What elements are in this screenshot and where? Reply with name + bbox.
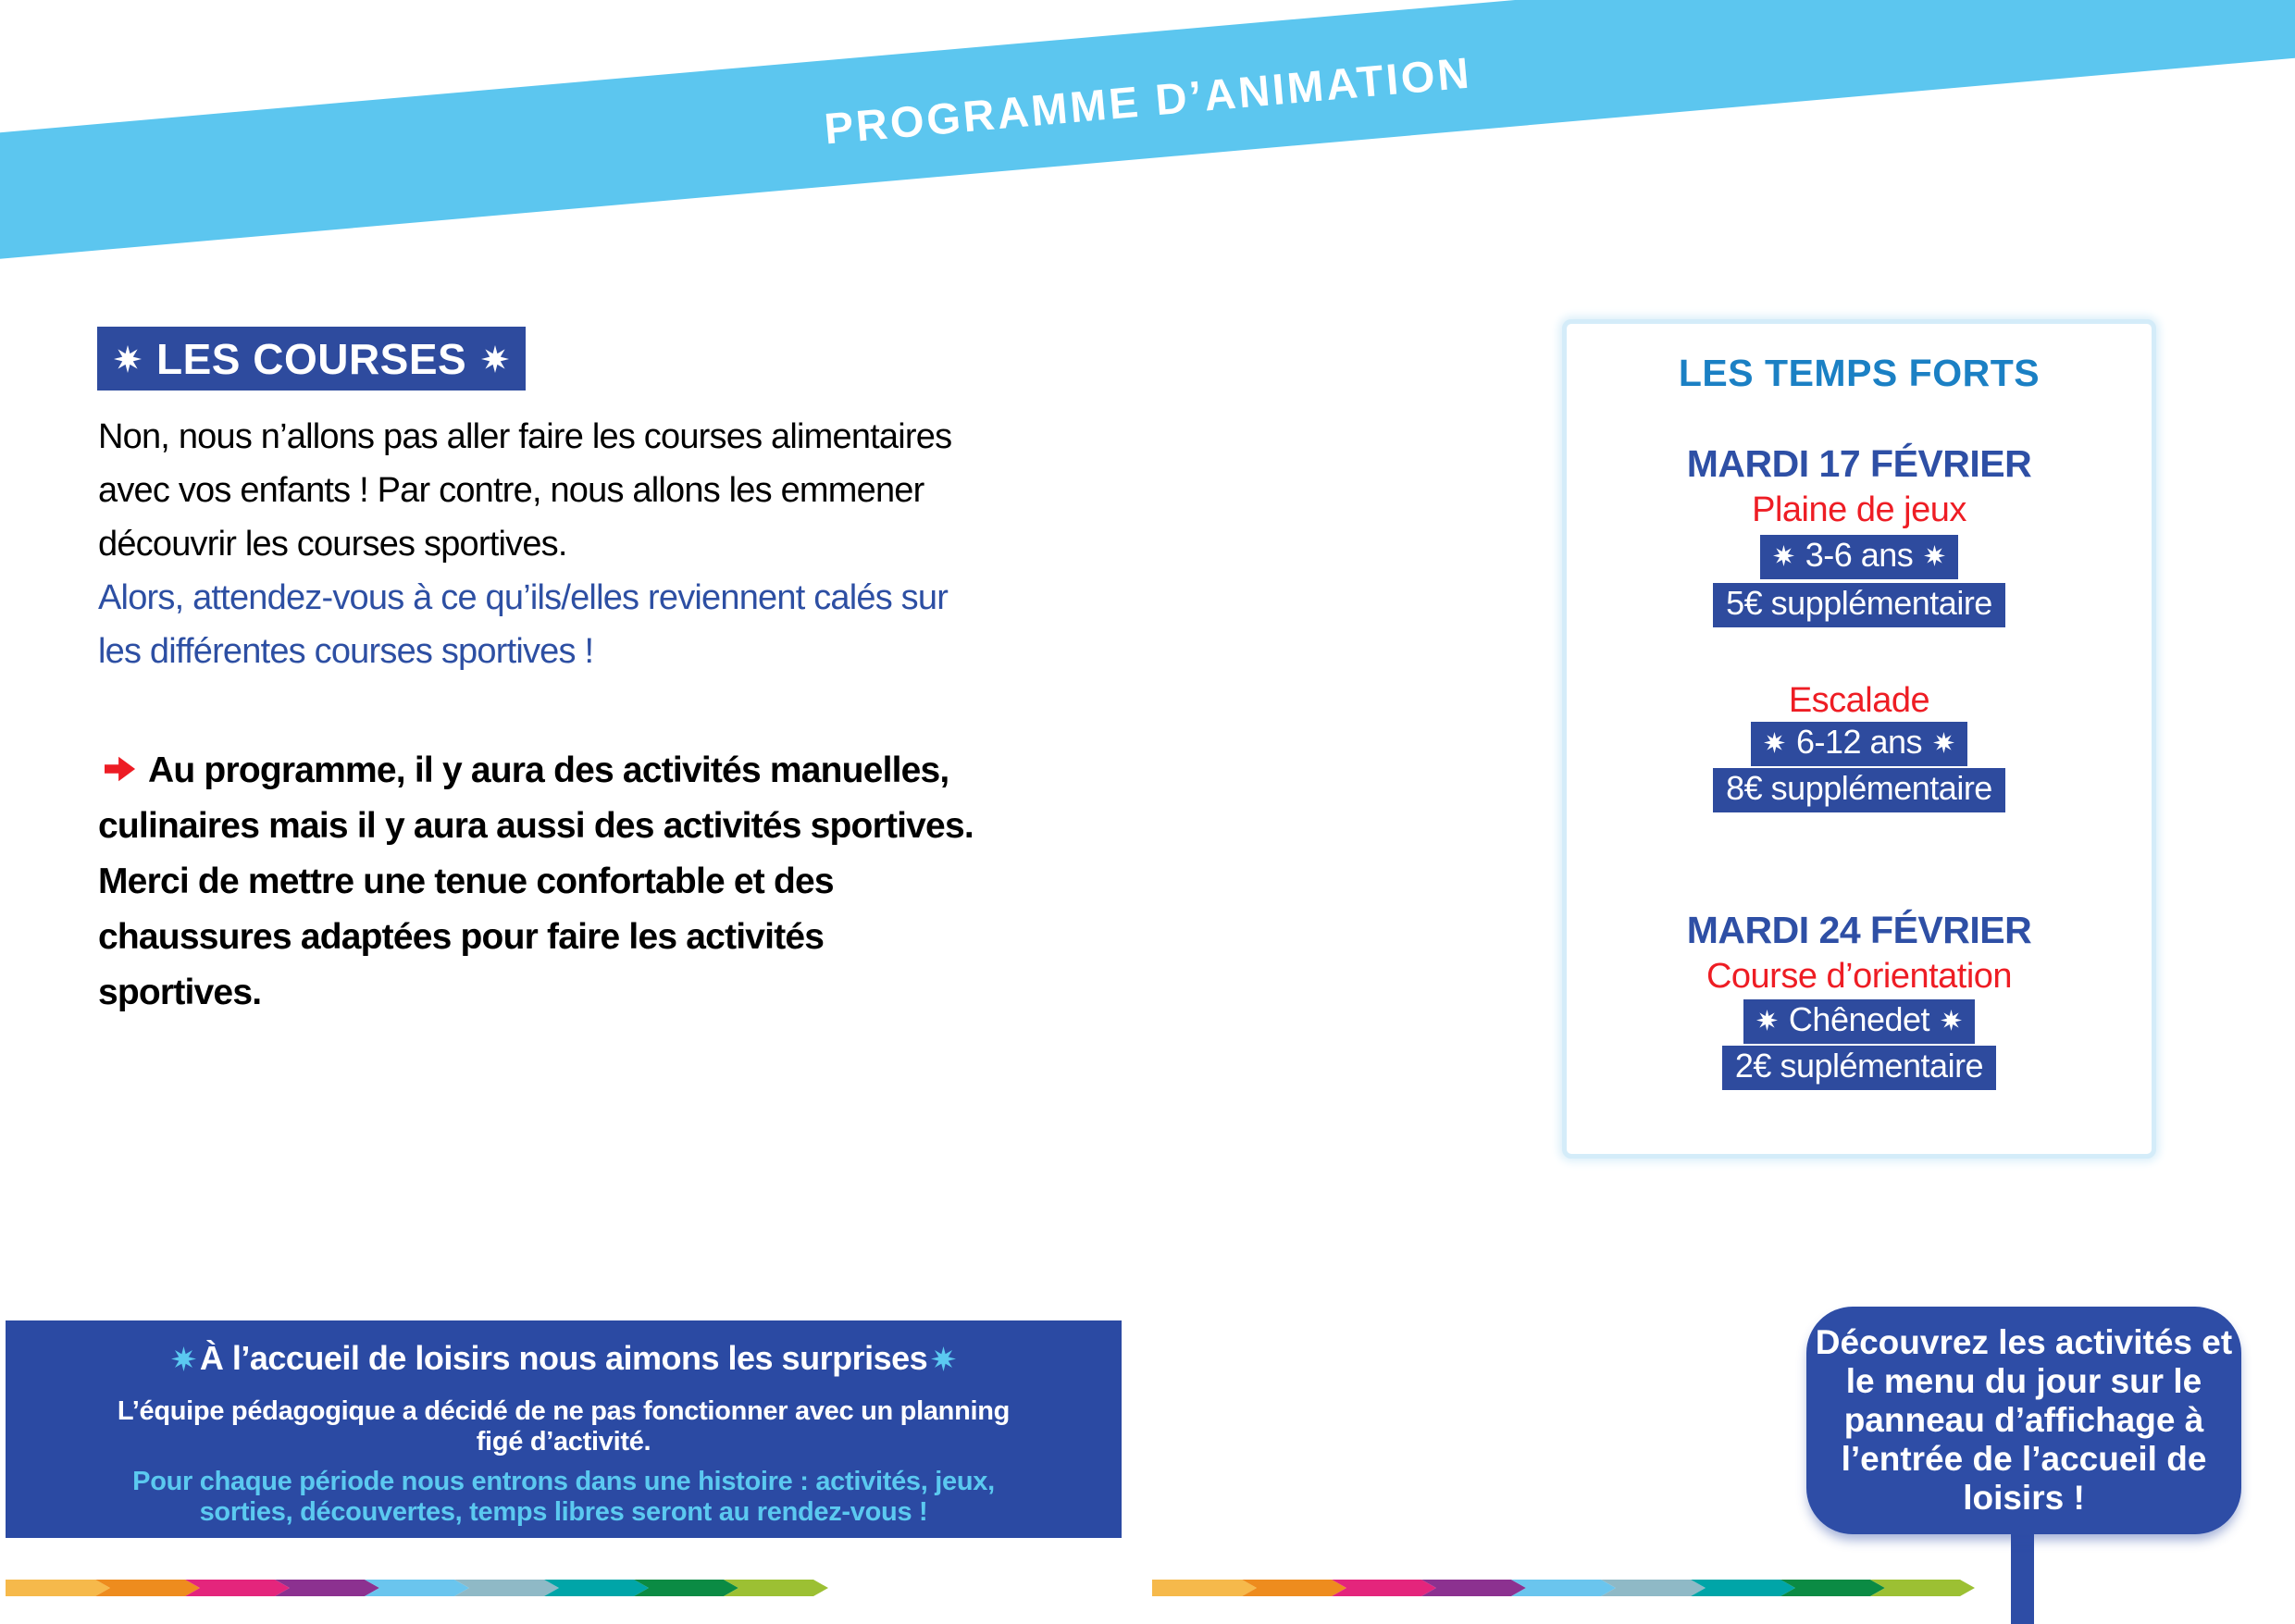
- section-heading-label: LES COURSES: [156, 334, 467, 383]
- chevron-segment: [1511, 1580, 1616, 1596]
- price-highlight: 2€ suplémentaire: [1722, 1046, 1996, 1090]
- star-icon: [1764, 732, 1785, 753]
- chevron-segment: [1152, 1580, 1257, 1596]
- program-line: culinaires mais il y aura aussi des activités sportives.: [98, 806, 974, 846]
- chevron-segment: [1870, 1580, 1975, 1596]
- surprise-text-line: figé d’activité.: [476, 1427, 651, 1457]
- program-line: sportives.: [98, 973, 262, 1012]
- star-icon: [171, 1346, 196, 1371]
- place-highlight: Chênedet: [1743, 999, 1975, 1044]
- event-price-row: [1567, 1046, 2152, 1090]
- chevron-segment: [1601, 1580, 1706, 1596]
- star-icon: [1756, 1010, 1778, 1031]
- sign-line: panneau d’affichage à: [1843, 1401, 2204, 1439]
- sign-line: l’entrée de l’accueil de: [1841, 1440, 2207, 1478]
- page-title: PROGRAMME D’ANIMATION: [822, 46, 1474, 153]
- event-activity: Course d’orientation: [1706, 957, 2013, 996]
- chevron-segment: [634, 1580, 738, 1596]
- event-day: MARDI 24 FÉVRIER: [1686, 909, 2032, 951]
- chevron-segment: [185, 1580, 290, 1596]
- panel-title: LES TEMPS FORTS: [1678, 352, 2041, 394]
- chevron-strip-right: [1152, 1580, 1975, 1596]
- top-banner: [0, 0, 2295, 267]
- sign-line: Découvrez les activités et: [1815, 1323, 2233, 1361]
- star-icon: [1773, 545, 1794, 566]
- chevron-segment: [95, 1580, 200, 1596]
- surprise-title: À l’accueil de loisirs nous aimons les surprises: [6, 1339, 1122, 1378]
- surprise-blue-line: sorties, découvertes, temps libres seront au rendez-vous !: [199, 1497, 928, 1527]
- program-line: chaussures adaptées pour faire les activités: [98, 917, 825, 957]
- event-price-row: [1567, 768, 2152, 812]
- price-highlight: 5€ supplémentaire: [1713, 583, 2005, 627]
- star-icon: [481, 345, 509, 373]
- chevron-segment: [365, 1580, 469, 1596]
- star-icon: [1941, 1010, 1962, 1031]
- surprise-box: [6, 1320, 1122, 1538]
- price-highlight: 8€ supplémentaire: [1713, 768, 2005, 812]
- chevron-segment: [1242, 1580, 1346, 1596]
- event-day: MARDI 17 FÉVRIER: [1686, 442, 2032, 485]
- chevron-segment: [1421, 1580, 1526, 1596]
- intro-paragraph: [98, 410, 951, 678]
- surprise-blue-line: Pour chaque période nous entrons dans une histoire : activités, jeux,: [132, 1467, 995, 1496]
- intro-blue-line: les différentes courses sportives !: [98, 632, 594, 671]
- sign-line: loisirs !: [1963, 1479, 2085, 1517]
- intro-line: avec vos enfants ! Par contre, nous allons les emmener: [98, 471, 924, 510]
- section-heading-les-courses: [97, 327, 526, 391]
- star-icon: [1933, 732, 1954, 753]
- chevron-segment: [275, 1580, 379, 1596]
- sign-line: le menu du jour sur le: [1845, 1362, 2202, 1400]
- chevron-segment: [1332, 1580, 1436, 1596]
- red-arrow-icon: [98, 753, 143, 785]
- temps-forts-panel: [1562, 319, 2156, 1159]
- intro-line: découvrir les courses sportives.: [98, 525, 567, 564]
- chevron-segment: [6, 1580, 110, 1596]
- chevron-segment: [454, 1580, 559, 1596]
- event-price-row: [1567, 583, 2152, 627]
- event-activity: Plaine de jeux: [1752, 490, 1966, 529]
- event-age-row: [1567, 535, 2152, 579]
- chevron-strip-left: [6, 1580, 828, 1596]
- chevron-segment: [1780, 1580, 1885, 1596]
- chevron-segment: [1691, 1580, 1795, 1596]
- intro-line: Non, nous n’allons pas aller faire les courses alimentaires: [98, 417, 952, 456]
- event-activity: Escalade: [1788, 681, 1930, 720]
- surprise-text-line: L’équipe pédagogique a décidé de ne pas fonctionner avec un planning: [117, 1396, 1011, 1426]
- event-age-row: [1567, 722, 2152, 766]
- program-line: Au programme, il y aura des activités manuelles,: [98, 743, 974, 799]
- event-age-row: [1567, 999, 2152, 1044]
- program-paragraph: [98, 743, 974, 1021]
- chevron-segment: [724, 1580, 828, 1596]
- star-icon: [114, 345, 142, 373]
- program-line: Merci de mettre une tenue confortable et des: [98, 862, 834, 901]
- star-icon: [931, 1346, 956, 1371]
- age-highlight: 3-6 ans: [1760, 535, 1959, 579]
- age-highlight: 6-12 ans: [1751, 722, 1967, 766]
- intro-blue-line: Alors, attendez-vous à ce qu’ils/elles reviennent calés sur: [98, 578, 949, 617]
- info-sign: [1806, 1307, 2241, 1534]
- chevron-segment: [544, 1580, 649, 1596]
- star-icon: [1924, 545, 1945, 566]
